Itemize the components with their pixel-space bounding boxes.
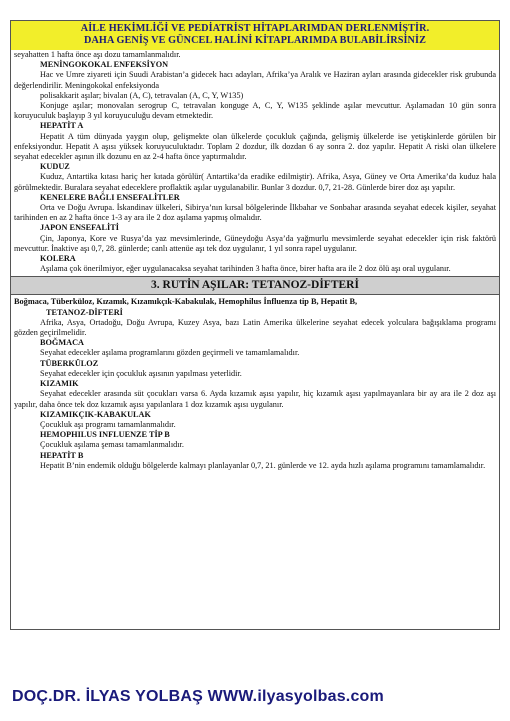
heading-hemophilus: HEMOPHILUS INFLUENZE TİP B bbox=[40, 430, 170, 440]
paragraph-hemophilus: Çocukluk aşılama şeması tamamlanmalıdır. bbox=[40, 440, 184, 450]
heading-tetanoz-difteri: TETANOZ-DİFTERİ bbox=[46, 307, 123, 317]
section-subtitle: Boğmaca, Tüberküloz, Kızamık, Kızamıkçık-Kabakulak, Hemophilus İnfluenza tip B, Hepatit B, bbox=[14, 297, 358, 307]
paragraph-japon: Çin, Japonya, Kore ve Rusya’da yaz mevsimlerinde, Güneydoğu Asya’da yağmurlu mevsimlerde seyahat edecekler için risk faktörü mevcuttur. İnaktive aşı 0,7, 28. günlerde; canlı attenüe aşı tek doz uygulanır, 1 yıl sonra rapel uygulanır. bbox=[14, 233, 496, 253]
heading-hepatit-a: HEPATİT A bbox=[40, 121, 84, 131]
paragraph-hepatit-b: Hepatit B’nin endemik olduğu bölgelerde kalmayı planlayanlar 0,7, 21. günlerde ve 12. ayda hızlı aşılama programını tamamlamalıdır. bbox=[40, 460, 486, 470]
heading-meningokokal: MENİNGOKOKAL ENFEKSİYON bbox=[40, 60, 169, 70]
intro-text: seyahatten 1 hafta önce aşı dozu tamamlanmalıdır. bbox=[14, 50, 181, 59]
heading-kuduz: KUDUZ bbox=[40, 162, 70, 172]
paragraph-hepatit-a: Hepatit A tüm dünyada yaygın olup, gelişmekte olan ülkelerde çocukluk çağında, gelişmiş ülkelerde ise yetişkinlerde görülen bir enfeksiyondur. Hepatit A aşısı yüksek koruyuculuktadır. Toplam 2 dozdur, ilk dozdan 6 ay sonra 2. doz yapılır. Hepatit A riski olan ülkelere seyahat edecekler aşının ilk dozunu en az 2-4 hafta önce yaptırmalıdır. bbox=[14, 131, 496, 162]
document-page bbox=[10, 20, 500, 630]
header-line-1: AİLE HEKİMLİĞİ VE PEDİATRİST HİTAPLARIMDAN DERLENMİŞTİR. bbox=[80, 23, 430, 34]
footer-author-website: DOÇ.DR. İLYAS YOLBAŞ WWW.ilyasyolbas.com bbox=[12, 688, 384, 705]
heading-kenelere: KENELERE BAĞLI ENSEFALİTLER bbox=[40, 192, 180, 202]
heading-bogmaca: BOĞMACA bbox=[40, 338, 84, 348]
paragraph-kizamik: Seyahat edecekler arasında süt çocukları varsa 6. Ayda kızamık aşısı yapılır, hiç kızamık aşısı yapılmayanlara bir ay ara ile 2 doz aşı yapılır, daha önce tek doz kızamık aşısı yapılanlara 1 doz kızamık aşısı uygulanır. bbox=[14, 389, 496, 409]
paragraph-bogmaca: Seyahat edecekler aşılama programlarını gözden geçirmeli ve tamamlamalıdır. bbox=[40, 348, 300, 358]
heading-japon: JAPON ENSEFALİTİ bbox=[40, 223, 119, 233]
document-content bbox=[11, 50, 499, 471]
heading-kizamikcik-kabakulak: KIZAMIKÇIK-KABAKULAK bbox=[40, 409, 151, 419]
paragraph-meningokokal-1: Hac ve Umre ziyareti için Suudi Arabistan’a gidecek hacı adayları, Afrika’ya Aralık ve Haziran ayları arasında gidecekler risk grubunda değerlendirilir. Meningokokal enfeksiyonda bbox=[14, 70, 496, 90]
header-line-2: DAHA GENİŞ VE GÜNCEL HALİNİ KİTAPLARIMDA BULABİLİRSİNİZ bbox=[84, 35, 426, 46]
heading-kizamik: KIZAMIK bbox=[40, 379, 79, 389]
paragraph-tetanoz-difteri: Afrika, Asya, Ortadoğu, Doğu Avrupa, Kuzey Asya, bazı Latin Amerika ülkelerine seyahat edecek yolculara bağışıklama programı gözden geçirilmelidir. bbox=[14, 317, 496, 338]
section-title-rutin-asilar: 3. RUTİN AŞILAR: TETANOZ-DİFTERİ bbox=[11, 276, 499, 295]
paragraph-tuberkuloz: Seyahat edecekler için çocukluk aşısının yapılması yeterlidir. bbox=[40, 368, 242, 378]
paragraph-kizamikcik-kabakulak: Çocukluk aşı programı tamamlanmalıdır. bbox=[40, 419, 176, 429]
heading-hepatit-b: HEPATİT B bbox=[40, 450, 84, 460]
paragraph-kolera: Aşılama çok önerilmiyor, eğer uygulanacaksa seyahat tarihinden 3 hafta önce, birer hafta ara ile 2 doz ölü aşı oral uygulanır. bbox=[40, 264, 451, 274]
paragraph-meningokokal-3: Konjuge aşılar; monovalan serogrup C, tetravalan konguge A, C, Y, W135 şeklinde aşılar mevcuttur. Aşılamadan 10 gün sonra koruyuculuk başlayıp 3 yıl koruyuculuğu devam etmektedir. bbox=[14, 101, 496, 121]
heading-tuberkuloz: TÜBERKÜLOZ bbox=[40, 358, 99, 368]
paragraph-kuduz: Kuduz, Antartika kıtası hariç her kıtada görülür( Antartika’da eradike edilmiştir). Afrika, Asya, Güney ve Orta Amerika’da kuduz hala görülmektedir. Buralara seyahat edeceklere proflaktik aşılar uygulanabilir. Bunlar 3 dozdur. 0,7, 21-28. Günlerde birer doz aşı yapılır. bbox=[14, 172, 496, 192]
heading-kolera: KOLERA bbox=[40, 254, 76, 264]
paragraph-meningokokal-2: polisakkarit aşılar; bivalan (A, C), tetravalan (A, C, Y, W135) bbox=[40, 90, 244, 100]
paragraph-kenelere: Orta ve Doğu Avrupa. İskandinav ülkeleri, Sibirya’nın kırsal bölgelerinde İlkbahar ve Sonbahar arasında seyahat edecek kişiler, seyahat tarihinden en az 2 hafta önce 1-3 ay ara ile 2 doz aşılama yapmış olmalıdır. bbox=[14, 203, 496, 223]
page-header bbox=[11, 21, 499, 50]
